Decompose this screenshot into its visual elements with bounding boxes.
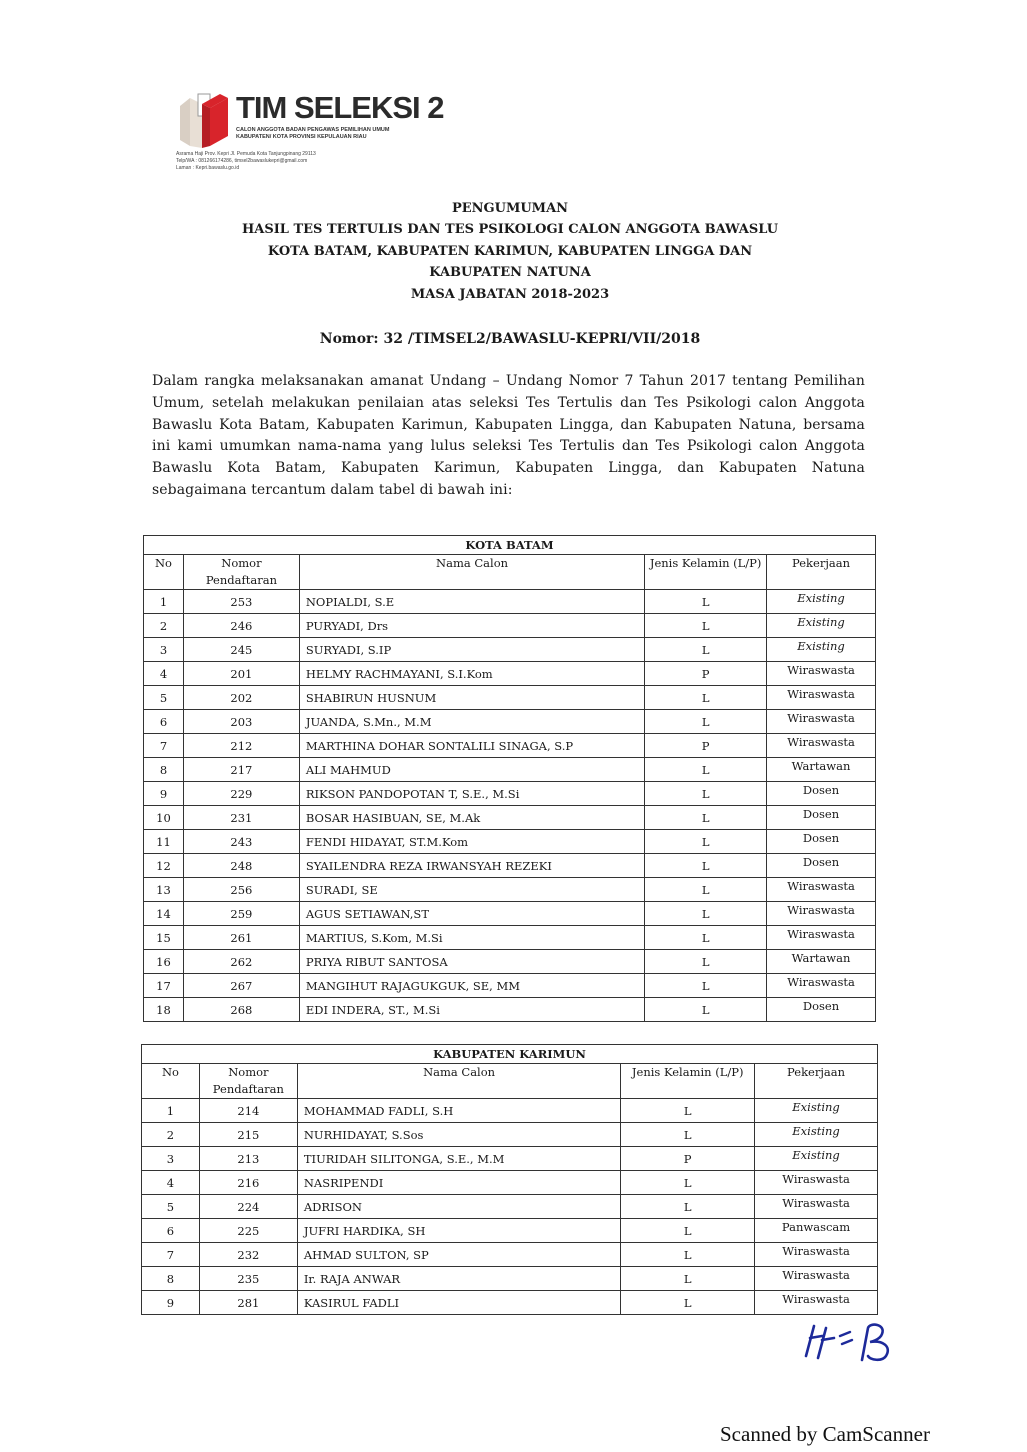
cell-pekerjaan: Wiraswasta [767,686,876,710]
cell-nomor-pendaftaran: 235 [199,1267,297,1291]
cell-jenis-kelamin: L [645,782,767,806]
cell-no: 7 [144,734,184,758]
cell-nama-calon: ADRISON [297,1195,620,1219]
column-header-no: No [142,1064,200,1099]
cell-pekerjaan: Wiraswasta [767,974,876,998]
cell-nama-calon: TIURIDAH SILITONGA, S.E., M.M [297,1147,620,1171]
table-kota-batam [143,535,876,1022]
cell-jenis-kelamin: L [621,1267,755,1291]
cell-no: 5 [144,686,184,710]
table-row [144,662,876,686]
column-header-nomor: Nomor Pendaftaran [183,555,299,590]
cell-nomor-pendaftaran: 213 [199,1147,297,1171]
table-row [142,1195,878,1219]
cell-nama-calon: EDI INDERA, ST., M.Si [299,998,644,1022]
cell-jenis-kelamin: L [621,1243,755,1267]
heading-line5: MASA JABATAN 2018-2023 [410,287,610,302]
table-row [142,1267,878,1291]
cell-nomor-pendaftaran: 215 [199,1123,297,1147]
cell-nomor-pendaftaran: 224 [199,1195,297,1219]
letterhead-subtitle-line1: CALON ANGGOTA BADAN PENGAWAS PEMILIHAN UMUM [236,127,390,133]
table-row [144,710,876,734]
cell-pekerjaan: Existing [767,638,876,662]
cell-jenis-kelamin: L [645,830,767,854]
cell-nomor-pendaftaran: 212 [183,734,299,758]
cell-no: 3 [144,638,184,662]
cell-pekerjaan: Wiraswasta [767,662,876,686]
cell-jenis-kelamin: L [645,686,767,710]
column-header-nama: Nama Calon [299,555,644,590]
cell-pekerjaan: Dosen [767,782,876,806]
cell-no: 9 [142,1291,200,1315]
cell-no: 13 [144,878,184,902]
cell-pekerjaan: Existing [767,590,876,614]
cell-nama-calon: Ir. RAJA ANWAR [297,1267,620,1291]
cell-pekerjaan: Wartawan [767,758,876,782]
cell-jenis-kelamin: L [645,974,767,998]
column-header-pekerjaan: Pekerjaan [755,1064,878,1099]
table-row [144,926,876,950]
cell-no: 2 [144,614,184,638]
heading-line4: KABUPATEN NATUNA [429,265,591,280]
cell-nama-calon: FENDI HIDAYAT, ST.M.Kom [299,830,644,854]
cell-nama-calon: KASIRUL FADLI [297,1291,620,1315]
cell-nomor-pendaftaran: 214 [199,1099,297,1123]
cell-jenis-kelamin: L [645,854,767,878]
table-title: KOTA BATAM [144,536,876,555]
cell-pekerjaan: Wiraswasta [767,878,876,902]
cell-nama-calon: MOHAMMAD FADLI, S.H [297,1099,620,1123]
cell-nama-calon: PRIYA RIBUT SANTOSA [299,950,644,974]
cell-pekerjaan: Panwascam [755,1219,878,1243]
cell-no: 17 [144,974,184,998]
heading-line3: KOTA BATAM, KABUPATEN KARIMUN, KABUPATEN LINGGA DAN [267,244,753,259]
cell-no: 4 [144,662,184,686]
cell-no: 5 [142,1195,200,1219]
table-row [144,734,876,758]
cell-nomor-pendaftaran: 267 [183,974,299,998]
cell-nomor-pendaftaran: 202 [183,686,299,710]
table-row [144,614,876,638]
table-row [142,1099,878,1123]
table-row [142,1291,878,1315]
cell-pekerjaan: Existing [755,1123,878,1147]
cell-jenis-kelamin: L [645,710,767,734]
letterhead-title: TIM SELEKSI 2 [236,90,444,125]
cell-jenis-kelamin: L [645,878,767,902]
cell-nomor-pendaftaran: 253 [183,590,299,614]
cell-nama-calon: NOPIALDI, S.E [299,590,644,614]
column-header-jenis-kelamin: Jenis Kelamin (L/P) [621,1064,755,1099]
cell-nama-calon: JUANDA, S.Mn., M.M [299,710,644,734]
cell-nomor-pendaftaran: 243 [183,830,299,854]
cell-pekerjaan: Wiraswasta [767,710,876,734]
cell-nomor-pendaftaran: 231 [183,806,299,830]
cell-no: 10 [144,806,184,830]
cell-pekerjaan: Dosen [767,830,876,854]
cell-jenis-kelamin: L [621,1219,755,1243]
cell-nomor-pendaftaran: 246 [183,614,299,638]
intro-paragraph: Dalam rangka melaksanakan amanat Undang – Undang Nomor 7 Tahun 2017 tentang Pemilihan Umum, setelah melakukan penilaian atas seleksi Tes Tertulis dan Tes Psikologi calon Anggota Bawaslu Kota Batam, Kabupaten Karimun, Kabupaten Lingga, dan Kabupaten Natuna, bersama ini kami umumkan nama-nama yang lulus seleksi Tes Tertulis dan Tes Psikologi calon Anggota Bawaslu Kota Batam, Kabupaten Karimun, Kabupaten Lingga, dan Kabupaten Natuna sebagaimana tercantum dalam tabel di bawah ini: [152,373,865,498]
cell-jenis-kelamin: L [645,998,767,1022]
cell-nama-calon: SYAILENDRA REZA IRWANSYAH REZEKI [299,854,644,878]
cell-jenis-kelamin: L [645,758,767,782]
cell-nama-calon: SHABIRUN HUSNUM [299,686,644,710]
cell-pekerjaan: Wiraswasta [767,926,876,950]
cell-no: 2 [142,1123,200,1147]
cell-nomor-pendaftaran: 201 [183,662,299,686]
cell-nama-calon: JUFRI HARDIKA, SH [297,1219,620,1243]
column-header-nomor: Nomor Pendaftaran [199,1064,297,1099]
cell-pekerjaan: Wiraswasta [767,902,876,926]
cell-pekerjaan: Wartawan [767,950,876,974]
table-row [144,950,876,974]
table-row [144,806,876,830]
table-row [142,1123,878,1147]
cell-no: 3 [142,1147,200,1171]
cell-pekerjaan: Wiraswasta [755,1171,878,1195]
cell-nomor-pendaftaran: 229 [183,782,299,806]
table-row [144,686,876,710]
cell-jenis-kelamin: L [645,926,767,950]
cell-nama-calon: BOSAR HASIBUAN, SE, M.Ak [299,806,644,830]
cell-nama-calon: HELMY RACHMAYANI, S.I.Kom [299,662,644,686]
cell-pekerjaan: Dosen [767,998,876,1022]
cell-nama-calon: RIKSON PANDOPOTAN T, S.E., M.Si [299,782,644,806]
letterhead-subtitle [236,127,390,141]
cell-nama-calon: PURYADI, Drs [299,614,644,638]
cell-nomor-pendaftaran: 216 [199,1171,297,1195]
cell-jenis-kelamin: L [621,1171,755,1195]
cell-no: 11 [144,830,184,854]
cell-nomor-pendaftaran: 281 [199,1291,297,1315]
cell-nama-calon: MANGIHUT RAJAGUKGUK, SE, MM [299,974,644,998]
cell-nama-calon: NURHIDAYAT, S.Sos [297,1123,620,1147]
table-row [144,830,876,854]
cell-nomor-pendaftaran: 203 [183,710,299,734]
cell-no: 18 [144,998,184,1022]
cell-no: 1 [142,1099,200,1123]
cell-jenis-kelamin: L [645,590,767,614]
letterhead-address [176,151,316,172]
cell-no: 8 [144,758,184,782]
table-row [144,782,876,806]
scanned-by-watermark: Scanned by CamScanner [720,1422,930,1446]
cell-jenis-kelamin: L [621,1123,755,1147]
cell-nama-calon: ALI MAHMUD [299,758,644,782]
cell-pekerjaan: Wiraswasta [755,1291,878,1315]
cell-pekerjaan: Wiraswasta [755,1243,878,1267]
cell-nama-calon: NASRIPENDI [297,1171,620,1195]
cell-nama-calon: AGUS SETIAWAN,ST [299,902,644,926]
ballot-box-logo-icon [176,88,232,148]
cell-jenis-kelamin: P [645,662,767,686]
cell-jenis-kelamin: L [621,1195,755,1219]
cell-no: 4 [142,1171,200,1195]
cell-pekerjaan: Dosen [767,806,876,830]
address-line2: Telp/WA : 081266174286, timsel2bawaslukepri@gmail.com [176,158,308,164]
cell-jenis-kelamin: L [621,1291,755,1315]
cell-nama-calon: MARTHINA DOHAR SONTALILI SINAGA, S.P [299,734,644,758]
address-line1: Asrama Haji Prov. Kepri Jl. Pemuda Kota Tanjungpinang 29113 [176,151,316,157]
cell-jenis-kelamin: L [645,806,767,830]
cell-jenis-kelamin: L [645,902,767,926]
cell-nomor-pendaftaran: 256 [183,878,299,902]
cell-nomor-pendaftaran: 259 [183,902,299,926]
cell-no: 14 [144,902,184,926]
cell-pekerjaan: Wiraswasta [767,734,876,758]
heading-line2: HASIL TES TERTULIS DAN TES PSIKOLOGI CALON ANGGOTA BAWASLU [241,222,779,237]
cell-pekerjaan: Dosen [767,854,876,878]
table-row [142,1147,878,1171]
cell-jenis-kelamin: P [621,1147,755,1171]
cell-jenis-kelamin: L [645,950,767,974]
cell-pekerjaan: Wiraswasta [755,1267,878,1291]
table-row [144,998,876,1022]
cell-pekerjaan: Existing [755,1099,878,1123]
table-title: KABUPATEN KARIMUN [142,1045,878,1064]
cell-nomor-pendaftaran: 225 [199,1219,297,1243]
cell-no: 7 [142,1243,200,1267]
table-row [144,878,876,902]
table-row [144,854,876,878]
cell-no: 1 [144,590,184,614]
table-row [144,758,876,782]
table-row [142,1219,878,1243]
cell-pekerjaan: Existing [767,614,876,638]
document-number: Nomor: 32 /TIMSEL2/BAWASLU-KEPRI/VII/2018 [319,331,701,347]
cell-nama-calon: SURADI, SE [299,878,644,902]
cell-nama-calon: MARTIUS, S.Kom, M.Si [299,926,644,950]
cell-no: 15 [144,926,184,950]
letterhead-subtitle-line2: KABUPATEN/ KOTA PROVINSI KEPULAUAN RIAU [236,134,367,140]
cell-no: 6 [142,1219,200,1243]
handwritten-signature [800,1318,910,1368]
column-header-jenis-kelamin: Jenis Kelamin (L/P) [645,555,767,590]
cell-no: 8 [142,1267,200,1291]
cell-jenis-kelamin: L [621,1099,755,1123]
heading-line1: PENGUMUMAN [451,201,569,216]
cell-no: 12 [144,854,184,878]
cell-nomor-pendaftaran: 268 [183,998,299,1022]
cell-jenis-kelamin: P [645,734,767,758]
cell-no: 6 [144,710,184,734]
cell-nomor-pendaftaran: 262 [183,950,299,974]
table-row [144,974,876,998]
cell-no: 16 [144,950,184,974]
table-row [142,1243,878,1267]
cell-nomor-pendaftaran: 232 [199,1243,297,1267]
table-kabupaten-karimun [141,1044,878,1315]
cell-pekerjaan: Existing [755,1147,878,1171]
cell-nama-calon: SURYADI, S.IP [299,638,644,662]
cell-nomor-pendaftaran: 245 [183,638,299,662]
cell-jenis-kelamin: L [645,614,767,638]
address-line3: Laman : Kepri.bawaslu.go.id [176,165,240,171]
cell-nama-calon: AHMAD SULTON, SP [297,1243,620,1267]
cell-nomor-pendaftaran: 217 [183,758,299,782]
table-row [142,1171,878,1195]
cell-pekerjaan: Wiraswasta [755,1195,878,1219]
column-header-nama: Nama Calon [297,1064,620,1099]
cell-no: 9 [144,782,184,806]
cell-jenis-kelamin: L [645,638,767,662]
column-header-pekerjaan: Pekerjaan [767,555,876,590]
cell-nomor-pendaftaran: 261 [183,926,299,950]
table-row [144,638,876,662]
cell-nomor-pendaftaran: 248 [183,854,299,878]
table-row [144,590,876,614]
table-row [144,902,876,926]
column-header-no: No [144,555,184,590]
